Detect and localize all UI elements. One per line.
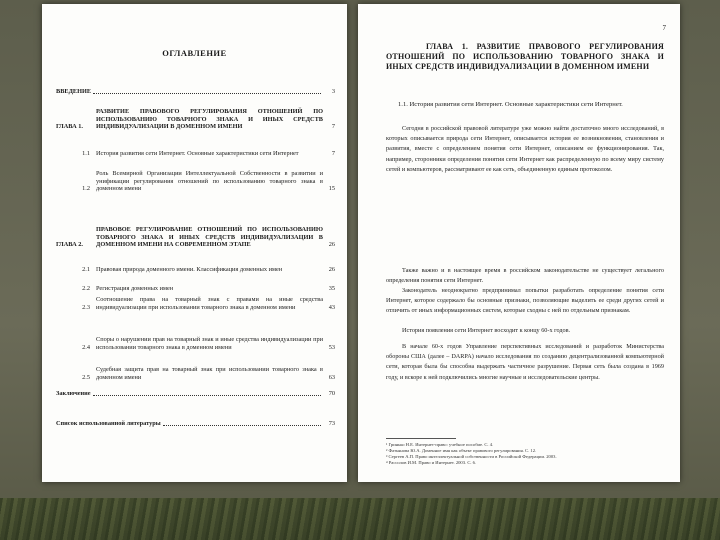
- page-number: 7: [662, 24, 666, 32]
- toc-entry-page: 7: [331, 150, 335, 157]
- toc-entry-text: Соотношение права на товарный знак с правами на иные средства индивидуализации при использовании товарного знака в доменном имени: [96, 296, 323, 311]
- toc-entry-page: 3: [331, 88, 335, 95]
- paragraph: История появления сети Интернет восходит к концу 60-х годов.: [402, 327, 571, 334]
- toc-entry-number: Список использованной литературы: [56, 420, 161, 427]
- toc-entry: [56, 366, 335, 381]
- toc-entry-page: 35: [328, 285, 335, 292]
- toc-leader: [163, 425, 321, 426]
- left-page: [42, 4, 347, 482]
- toc-entry-text: История развития сети Интернет. Основные характеристики сети Интернет: [96, 150, 299, 157]
- footnotes: [386, 442, 664, 466]
- paragraph: Также важно и в настоящее время в российском законодательстве не существует легального определения понятия сети Интернет.: [386, 267, 664, 285]
- toc-entry-page: 26: [328, 241, 335, 249]
- right-page: [358, 4, 680, 482]
- toc-entry-page: 43: [328, 303, 335, 311]
- footnote: ³ Сергеев А.П. Право интеллектуальной собственности в Российской Федерации. 2003.: [386, 454, 557, 459]
- toc-entry-number: 2.2: [82, 285, 90, 292]
- toc-entry-page: 70: [328, 390, 335, 397]
- toc-entry: [56, 170, 335, 193]
- background-grass: [0, 498, 720, 540]
- toc-entry-page: 73: [328, 420, 335, 427]
- paragraph: В начале 60-х годов Управление перспективных исследований и разработок Министерства обороны США (далее – DARPA) начало исследования по созданию децентрализованной компьютерной сети, которая была бы способна выдержать частичное разрушение. Первая сеть была создана в 1969 году, и вскоре к ней подключились многие научные и исследовательские центры.: [386, 343, 664, 381]
- toc-entry: [56, 285, 335, 293]
- toc-entry-number: 1.2: [82, 185, 90, 193]
- toc-entry-page: 53: [328, 343, 335, 351]
- toc-entry-page: 7: [331, 123, 335, 131]
- toc-entry-text: Роль Всемирной Организации Интеллектуальной Собственности в развитии и унификации регулирования отношений по использованию товарного знака в доменном имени: [96, 170, 323, 193]
- toc-entry-text: ПРАВОВОЕ РЕГУЛИРОВАНИЕ ОТНОШЕНИЙ ПО ИСПОЛЬЗОВАНИЮ ТОВАРНОГО ЗНАКА И ИНЫХ СРЕДСТВ ИНДИВИДУАЛИЗАЦИИ В ДОМЕННОМ ИМЕНИ НА СОВРЕМЕННОМ ЭТАПЕ: [96, 226, 323, 249]
- toc-entry-number: 2.1: [82, 266, 90, 273]
- toc-entry: [56, 108, 335, 131]
- toc-entry-number: 2.5: [82, 373, 90, 381]
- toc-entry-number: ВВЕДЕНИЕ: [56, 88, 92, 95]
- toc-entry-number: ГЛАВА 2.: [56, 241, 83, 249]
- toc-entry-number: 2.4: [82, 343, 90, 351]
- footnote-divider: [386, 438, 456, 439]
- toc-entry-text: Регистрация доменных имен: [96, 285, 174, 292]
- toc-entry: [56, 266, 335, 274]
- footnote: ⁴ Рассолов И.М. Право и Интернет. 2003. С. 6.: [386, 460, 477, 465]
- toc-entry: [56, 150, 335, 158]
- toc-entry: [56, 390, 335, 398]
- toc-entry: [56, 296, 335, 311]
- toc-entry: [56, 420, 335, 428]
- toc-entry-text: Правовая природа доменного имени. Классификация доменных имен: [96, 266, 283, 273]
- toc-entry: [56, 336, 335, 351]
- toc-leader: [93, 395, 321, 396]
- toc-entry-number: 2.3: [82, 303, 90, 311]
- toc-entry-page: 15: [328, 185, 335, 193]
- footnote: ² Фатьянова Ю.А. Доменное имя как объект правового регулирования. С. 12.: [386, 448, 537, 453]
- toc-entry-page: 63: [328, 373, 335, 381]
- toc-entry: [56, 88, 335, 96]
- toc-leader: [93, 93, 321, 94]
- toc-entry-text: Судебная защита прав на товарный знак при использовании товарного знака в доменном имени: [96, 366, 323, 381]
- chapter-heading: ГЛАВА 1. РАЗВИТИЕ ПРАВОВОГО РЕГУЛИРОВАНИЯ ОТНОШЕНИЙ ПО ИСПОЛЬЗОВАНИЮ ТОВАРНОГО ЗНАКА И ИНЫХ СРЕДСТВ ИНДИВИДУАЛИЗАЦИИ В ДОМЕННОМ ИМЕНИ: [386, 42, 664, 71]
- section-heading: 1.1. История развития сети Интернет. Основные характеристики сети Интернет.: [398, 101, 623, 108]
- paragraph: Законодатель неоднократно предпринимал попытки разработать определение понятия сети Интернет, которое содержало бы основные признаки, позволяющие выделить ее среди других сетей и отличить от иных информационных систем, которые сходны с ней по отдельным признакам.: [386, 287, 664, 315]
- toc-entry-page: 26: [328, 266, 335, 273]
- toc-entry-text: РАЗВИТИЕ ПРАВОВОГО РЕГУЛИРОВАНИЯ ОТНОШЕНИЙ ПО ИСПОЛЬЗОВАНИЮ ТОВАРНОГО ЗНАКА И ИНЫХ СРЕДСТВ ИНДИВИДУАЛИЗАЦИИ В ДОМЕННОМ ИМЕНИ: [96, 108, 323, 131]
- toc-entry: [56, 226, 335, 249]
- toc-entry-number: 1.1: [82, 150, 90, 157]
- toc-entry-number: ГЛАВА 1.: [56, 123, 83, 131]
- page-title: ОГЛАВЛЕНИЕ: [162, 48, 227, 58]
- paragraph: Сегодня в российской правовой литературе уже можно найти достаточно много исследований, в которых описывается природа сети Интернет, описывается история ее возникновения, становления и развития, вместе с определением понятия сети Интернет, описанием ее функционирования. Так, например, сторонники определения понятия сети Интернет как распределенную по всему миру систему сетей и компьютеров, рассматривают ее как сеть, объединенную единым протоколом.: [386, 125, 664, 173]
- toc-entry-number: Заключение: [56, 390, 91, 397]
- toc-entry-text: Споры о нарушении прав на товарный знак и иные средства индивидуализации при использовании товарного знака в доменном имени: [96, 336, 323, 351]
- footnote: ¹ Гринько Н.Е. Интернет-право: учебное пособие. С. 4.: [386, 442, 494, 447]
